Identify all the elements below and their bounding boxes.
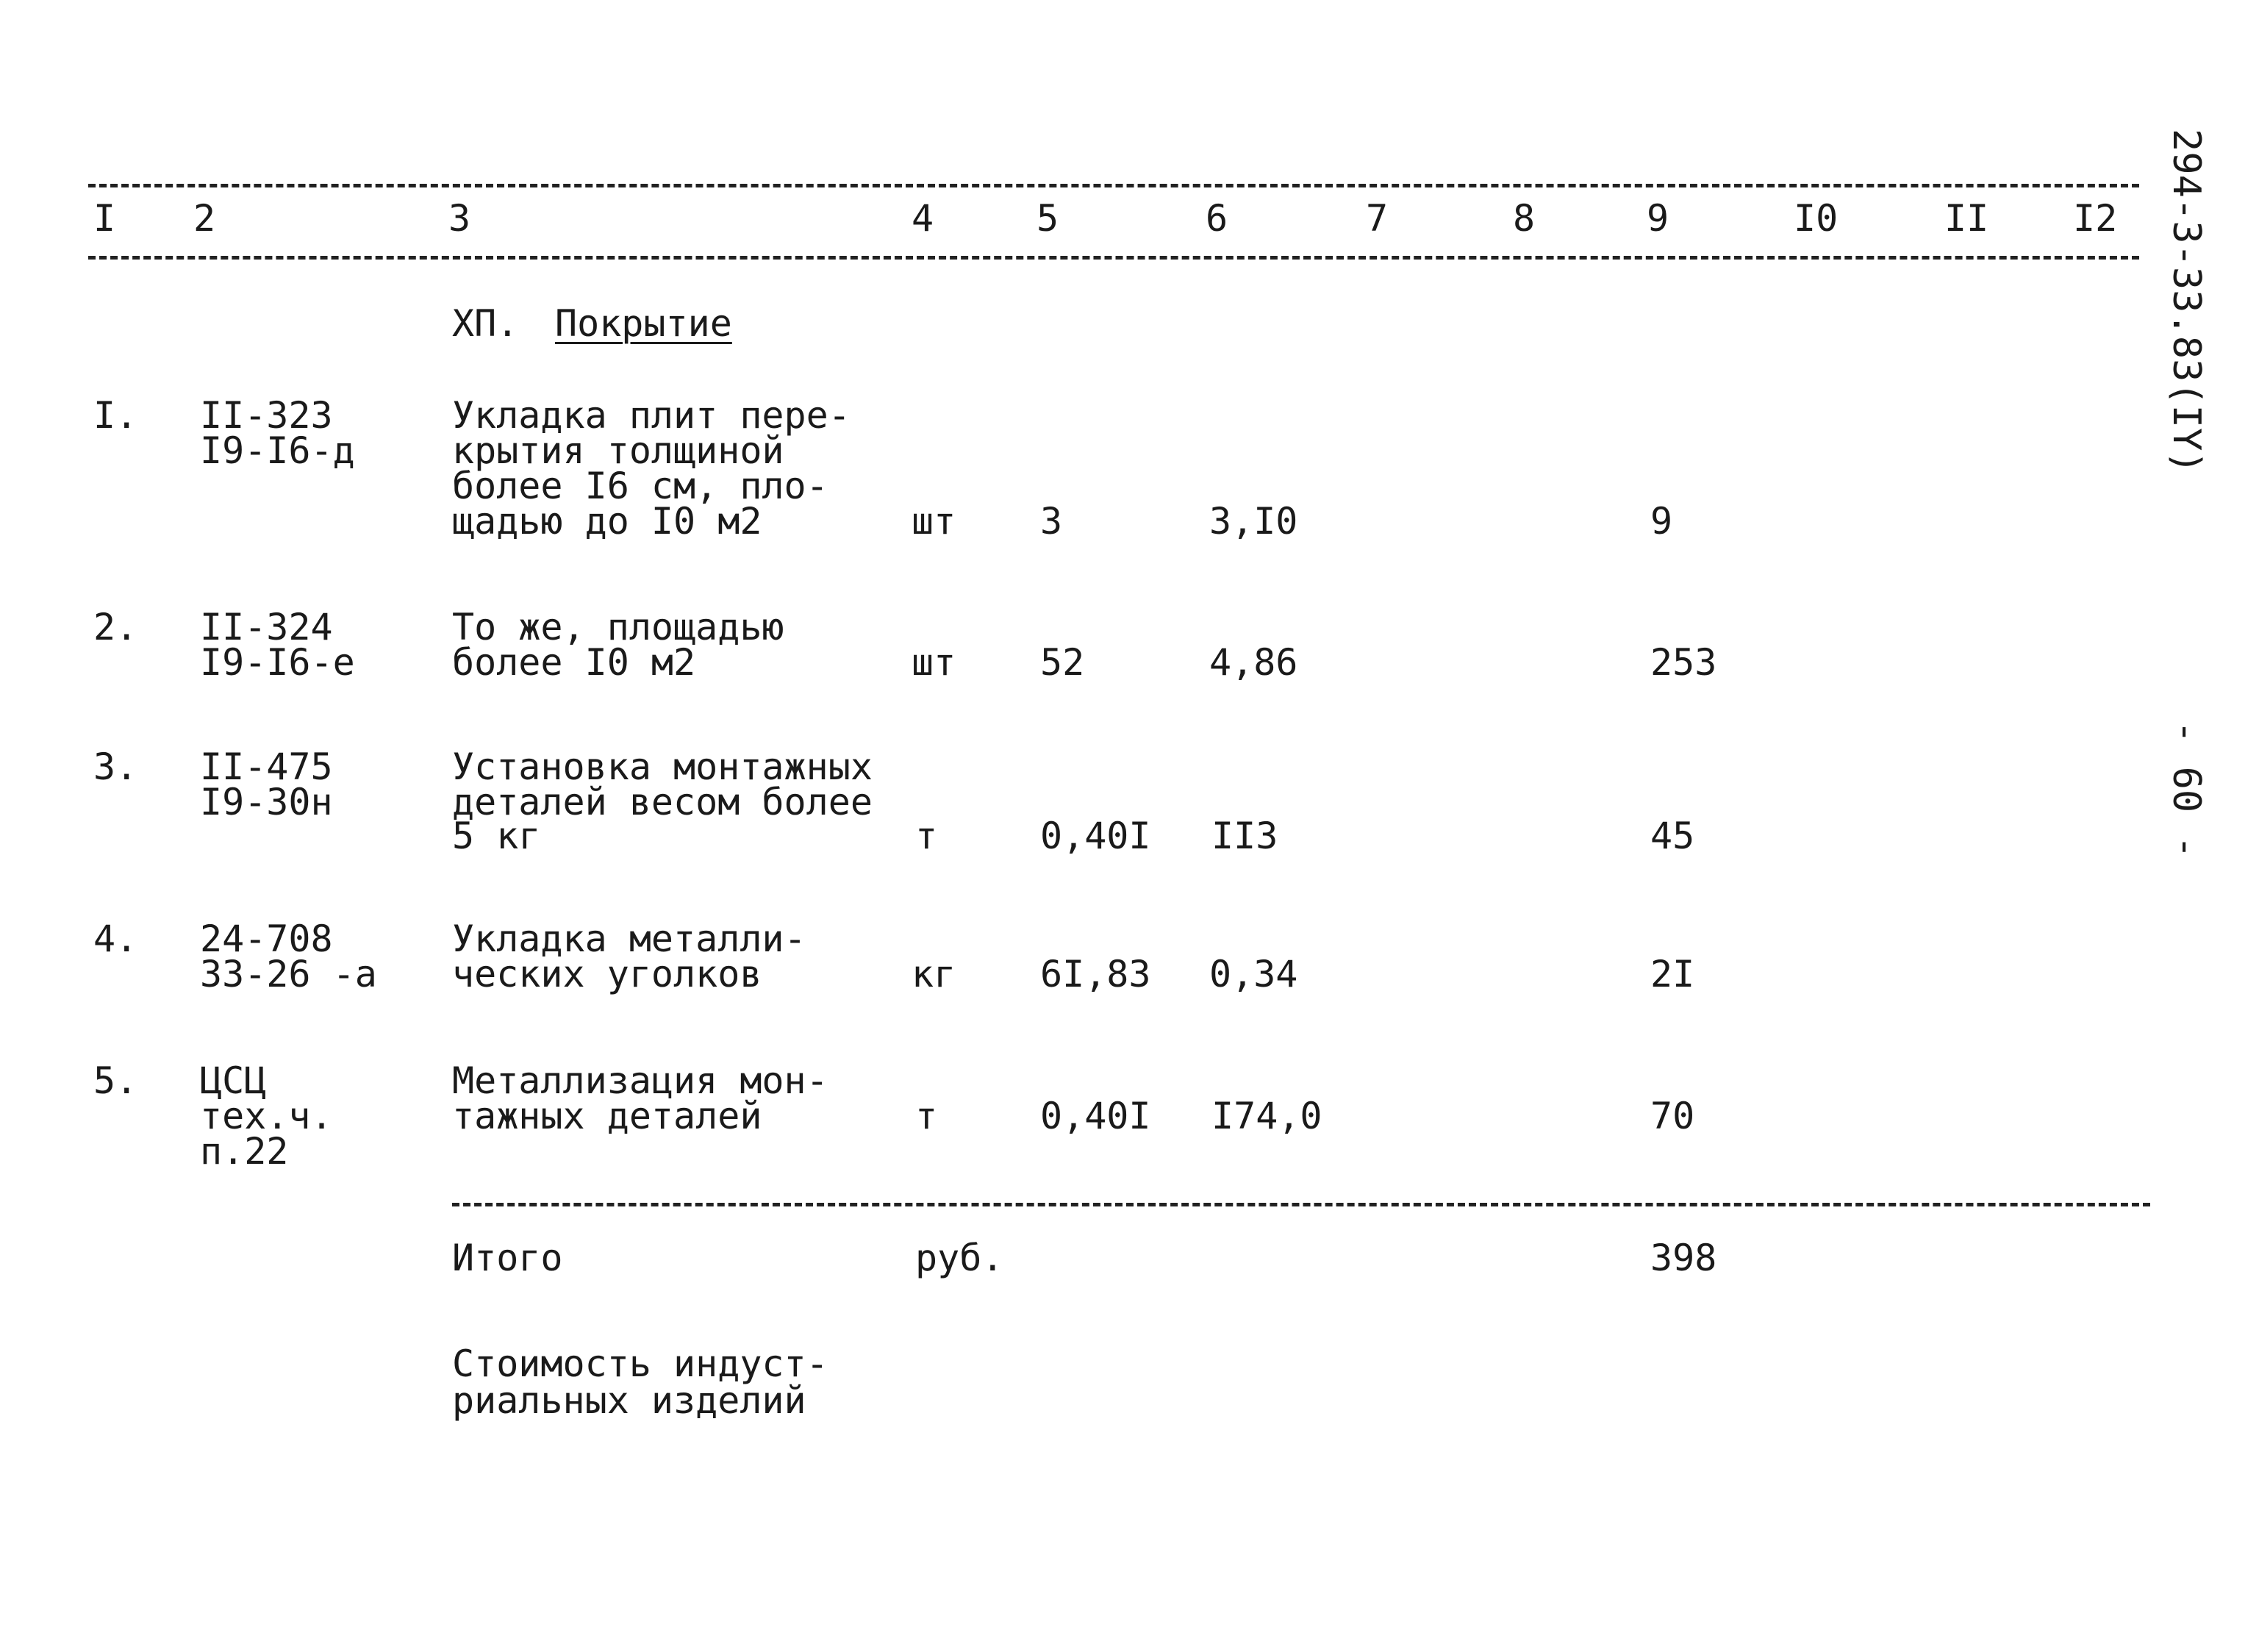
row-desc-line: Укладка металли- (452, 918, 806, 960)
row-desc-line: То же, площадью (452, 606, 784, 648)
row-qty: 0,40I (1040, 1095, 1151, 1137)
summary-total: 398 (1650, 1237, 1717, 1279)
row-number: I. (93, 394, 138, 437)
row-code-line: II-475 (200, 745, 333, 788)
row-code-line: II-324 (200, 606, 333, 648)
row-unit: т (915, 1095, 938, 1137)
row-qty: 3 (1040, 500, 1063, 543)
section-number: XП. (452, 302, 519, 345)
row-number: 3. (93, 745, 138, 788)
row-desc-line: 5 кг (452, 815, 541, 857)
row-price: II3 (1211, 815, 1278, 857)
row-price: 0,34 (1209, 953, 1298, 995)
col-header-11: II (1944, 197, 1989, 240)
summary-unit: руб. (915, 1237, 1004, 1279)
footer-note-line: Стоимость индуст- (452, 1342, 828, 1385)
row-qty: 52 (1040, 641, 1085, 684)
row-total: 45 (1650, 815, 1695, 857)
page-number: - 60 - (2164, 720, 2208, 859)
row-code-line: I9-I6-д (200, 429, 355, 472)
row-total: 2I (1650, 953, 1695, 995)
row-desc-line: Установка монтажных (452, 745, 873, 788)
header-top-rule (88, 184, 2139, 187)
row-desc-line: деталей весом более (452, 781, 873, 823)
row-total: 253 (1650, 641, 1717, 684)
col-header-10: I0 (1794, 197, 1839, 240)
row-price: I74,0 (1211, 1095, 1322, 1137)
row-qty: 6I,83 (1040, 953, 1151, 995)
row-code-line: тех.ч. (200, 1095, 333, 1137)
document-code: 294-3-33.83(IY) (2164, 129, 2208, 474)
row-price: 4,86 (1209, 641, 1298, 684)
row-total: 70 (1650, 1095, 1695, 1137)
row-code-line: I9-I6-е (200, 641, 355, 684)
summary-label: Итого (452, 1237, 563, 1279)
row-desc-line: тажных деталей (452, 1095, 762, 1137)
col-header-3: 3 (448, 197, 471, 240)
col-header-4: 4 (912, 197, 934, 240)
total-rule (452, 1203, 2150, 1206)
row-code-line: 33-26 -а (200, 953, 377, 995)
row-number: 4. (93, 918, 138, 960)
col-header-1: I (93, 197, 116, 240)
row-unit: шт (912, 500, 956, 543)
row-unit: шт (912, 641, 956, 684)
col-header-7: 7 (1366, 197, 1389, 240)
row-number: 2. (93, 606, 138, 648)
row-number: 5. (93, 1059, 138, 1102)
col-header-8: 8 (1513, 197, 1536, 240)
header-bottom-rule (88, 256, 2139, 260)
footer-note-line: риальных изделий (452, 1379, 806, 1422)
row-desc-line: ческих уголков (452, 953, 762, 995)
row-desc-line: Металлизация мон- (452, 1059, 828, 1102)
row-code-line: п.22 (200, 1130, 289, 1173)
row-code-line: ЦСЦ (200, 1059, 267, 1102)
row-code-line: II-323 (200, 394, 333, 437)
row-price: 3,I0 (1209, 500, 1298, 543)
row-unit: т (915, 815, 938, 857)
col-header-5: 5 (1037, 197, 1059, 240)
row-code-line: 24-708 (200, 918, 333, 960)
row-unit: кг (912, 953, 956, 995)
col-header-2: 2 (193, 197, 216, 240)
row-total: 9 (1650, 500, 1673, 543)
col-header-9: 9 (1647, 197, 1669, 240)
row-qty: 0,40I (1040, 815, 1151, 857)
row-desc-line: Укладка плит пере- (452, 394, 851, 437)
row-code-line: I9-30н (200, 781, 333, 823)
section-title: Покрытие (555, 302, 732, 345)
row-desc-line: более I6 см, пло- (452, 465, 828, 507)
row-desc-line: более I0 м2 (452, 641, 696, 684)
row-desc-line: крытия толщиной (452, 429, 784, 472)
row-desc-line: щадью до I0 м2 (452, 500, 762, 543)
col-header-6: 6 (1206, 197, 1228, 240)
col-header-12: I2 (2073, 197, 2118, 240)
